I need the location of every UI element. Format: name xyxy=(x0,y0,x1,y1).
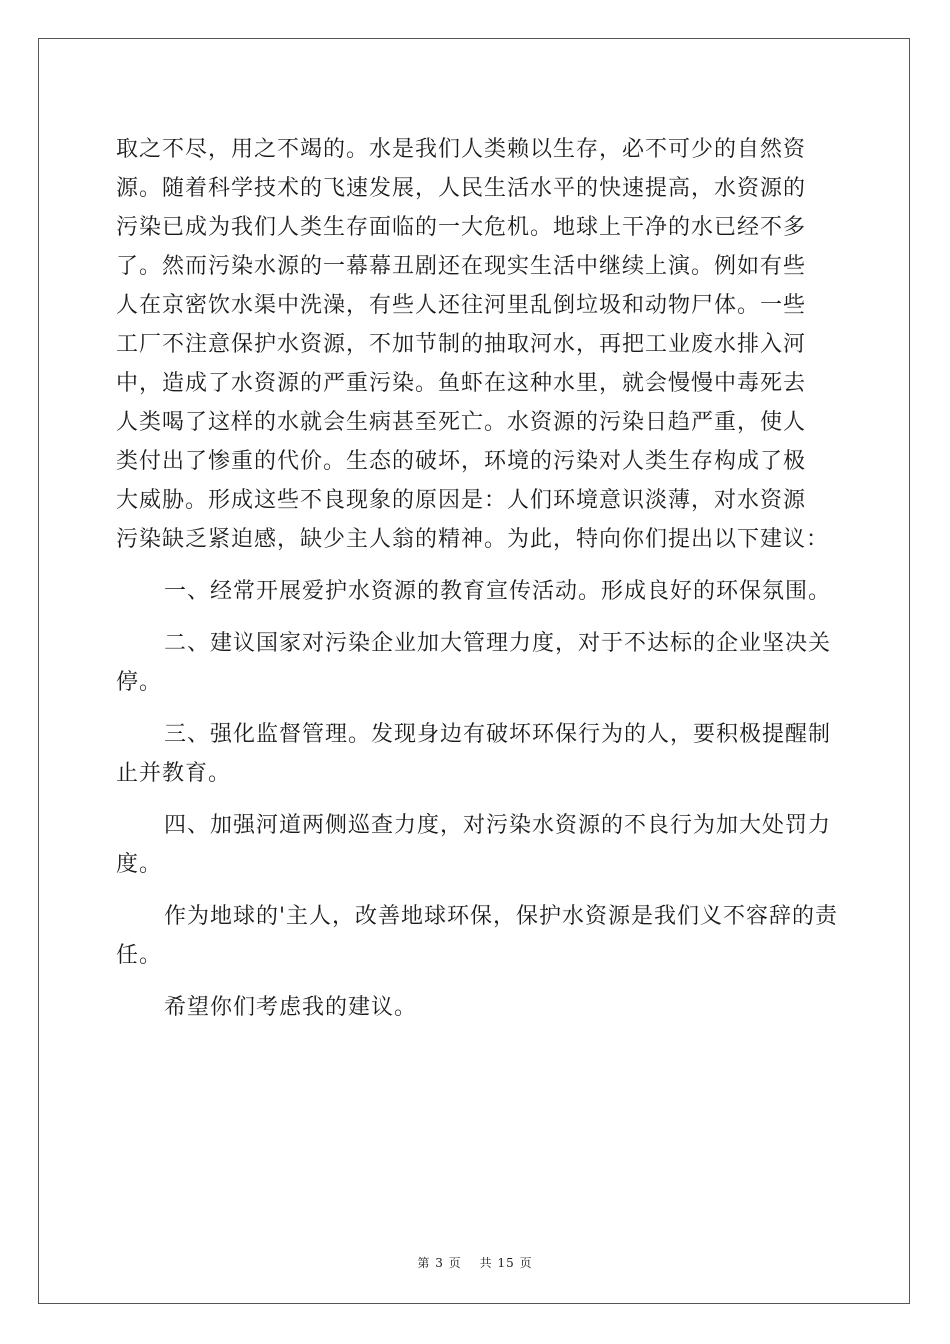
text-line: 类付出了惨重的代价。生态的破坏，环境的污染对人类生存构成了极 xyxy=(116,449,807,474)
text-line: 了。然而污染水源的一幕幕丑剧还在现实生活中继续上演。例如有些 xyxy=(116,254,807,279)
suggestion-1: 一、经常开展爱护水资源的教育宣传活动。形成良好的环保氛围。 xyxy=(164,579,832,604)
suggestion-3: 三、强化监督管理。发现身边有破坏环保行为的人，要积极提醒制止并教育。 xyxy=(116,722,832,786)
text-line: 工厂不注意保护水资源，不加节制的抽取河水，再把工业废水排入河 xyxy=(116,332,807,357)
page-number: 第 3 页 xyxy=(417,1256,462,1270)
document-body xyxy=(116,130,846,1027)
paragraph-intro xyxy=(116,130,846,559)
closing-paragraph: 作为地球的'主人，改善地球环保，保护水资源是我们义不容辞的责任。 xyxy=(116,904,839,968)
page-total: 共 15 页 xyxy=(479,1256,533,1270)
text-line: 取之不尽，用之不竭的。水是我们人类赖以生存，必不可少的自然资 xyxy=(116,137,807,162)
text-line: 大威胁。形成这些不良现象的原因是：人们环境意识淡薄，对水资源 xyxy=(116,488,807,513)
text-line: 中，造成了水资源的严重污染。鱼虾在这种水里，就会慢慢中毒死去 xyxy=(116,371,807,396)
suggestion-4: 四、加强河道两侧巡查力度，对污染水资源的不良行为加大处罚力度。 xyxy=(116,813,832,877)
page-footer xyxy=(0,1254,950,1271)
text-line: 人类喝了这样的水就会生病甚至死亡。水资源的污染日趋严重，使人 xyxy=(116,410,807,435)
text-line: 源。随着科学技术的飞速发展，人民生活水平的快速提高，水资源的 xyxy=(116,176,807,201)
suggestion-2: 二、建议国家对污染企业加大管理力度，对于不达标的企业坚决关停。 xyxy=(116,631,832,695)
closing-wish: 希望你们考虑我的建议。 xyxy=(164,995,418,1020)
text-line: 污染已成为我们人类生存面临的一大危机。地球上干净的水已经不多 xyxy=(116,215,807,240)
text-line: 人在京密饮水渠中洗澡，有些人还往河里乱倒垃圾和动物尸体。一些 xyxy=(116,293,807,318)
text-line: 污染缺乏紧迫感，缺少主人翁的精神。为此，特向你们提出以下建议： xyxy=(116,527,830,552)
